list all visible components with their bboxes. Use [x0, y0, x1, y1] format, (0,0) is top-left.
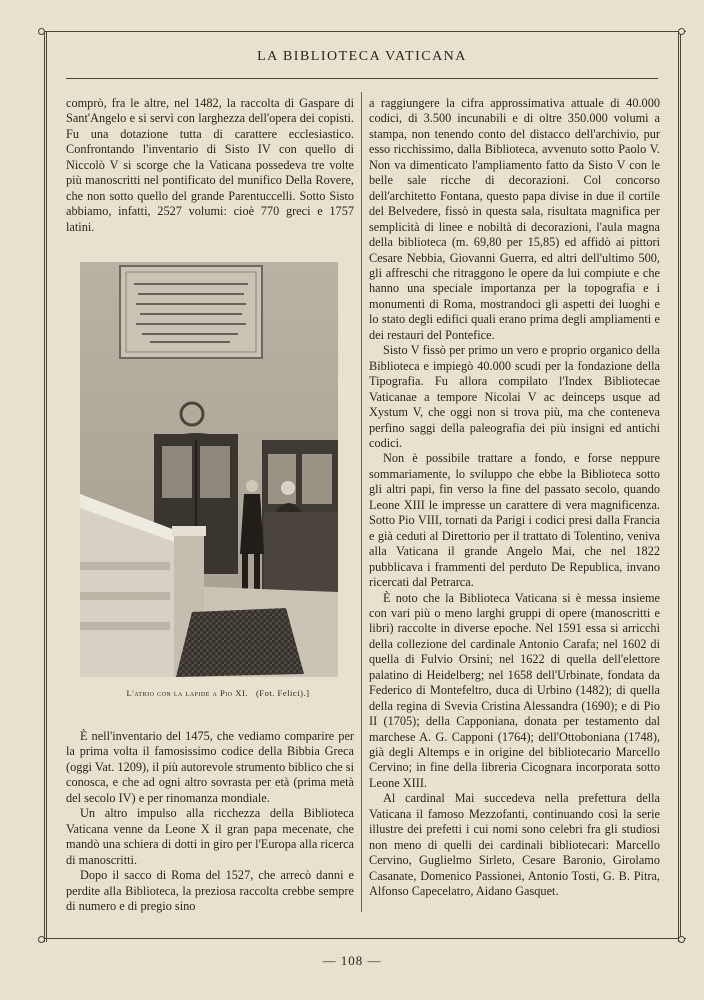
paragraph: Un altro impulso alla ricchezza della Biblioteca Vaticana venne da Leone X il gran papa mecenate, che mandò una schiera di dotti in giro per l'Europa alla ricerca di manoscritti. [66, 806, 354, 867]
paragraph: Non è possibile trattare a fondo, e forse neppure sommariamente, lo sviluppo che ebbe la Biblioteca sotto gli altri papi, fin verso la fine del passato secolo, quando Leone XIII le impresse un carattere di vera magnificenza. Sotto Pio VIII, tornati da Parigi i codici presi dalla Francia e già ceduti al Direttorio per il trattato di Tolentino, veniva alla Vaticana il grande Angelo Mai, che nel 1822 pubblicava i frammenti del perduto De Republica, invano ricercati dal Petrarca. [369, 451, 660, 590]
running-head: LA BIBLIOTECA VATICANA [257, 49, 467, 64]
frame-corner-ornament [38, 28, 45, 35]
frame-corner-ornament [678, 936, 685, 943]
header-rule [66, 78, 658, 79]
paragraph: Al cardinal Mai succedeva nella prefettura della Vaticana il famoso Mezzofanti, continuando così la serie illustre dei prefetti i cui nomi sono celebri fra gli studiosi non meno di quelli dei cardinali bibliotecari: Marcello Cervino, Guglielmo Sirleto, Cesare Baronio, Girolamo Casanate, Domenico Passionei, Antonio Tosti, G. B. Pitra, Alfonso Capecelatro, Aidano Gasquet. [369, 791, 660, 899]
paragraph: a raggiungere la cifra approssimativa attuale di 40.000 codici, di 3.500 incunabili e di oltre 350.000 volumi a stampa, non tenendo conto del distacco dell'archivio, pur esso ricchissimo, dalla Biblioteca, avvenuto sotto Paolo V. Non va dimenticato l'ampliamento fatto da Sisto V con le belle sale ricche di decorazioni. Col concorso dell'architetto Fontana, questo papa divise in due il cortile del Belvedere, fissò in questa sala, risultata magnifica per semplicità di linee e nobiltà di decorazioni, l'aula magna della biblioteca (m. 69,80 per 15,85) ed affidò ai pittori Cesare Nebbia, Giovanni Guerra, ed altri dell'ultimo 500, gli affreschi che ritraggono le opere da lui compiute e che hanno una speciale importanza per la topografia e i monumenti di Roma, mostrandoci gli aspetti dei luoghi e lo stato degli edifici quali erano prima degli ampliamenti e dei restauri del Pontefice. [369, 96, 660, 342]
photo-credit: (Fot. Felici).] [255, 688, 310, 698]
atrium-photo-illustration [80, 262, 338, 677]
frame-top-rule [40, 31, 686, 32]
left-column-bottom [66, 729, 354, 914]
paragraph: Sisto V fissò per primo un vero e proprio organico della Biblioteca e impiegò 40.000 scudi per la fondazione della Tipografia. Fu allora compilato l'Index Bibliotecae Vaticanae a tempore Nicolai V ac deinceps usque ad Xystum V, che oggi non si trova più, ma che conteneva perfino saggi della paleografia dei più insigni ed antichi codici. [369, 343, 660, 450]
paragraph: Dopo il sacco di Roma del 1527, che arrecò danni e perdite alla Biblioteca, la preziosa raccolta crebbe sempre di numero e di pregio sino [66, 868, 354, 913]
paragraph: È noto che la Biblioteca Vaticana si è messa insieme con vari più o meno larghi gruppi di opere (manoscritti e libri) raccolte in diverse epoche. Nel 1591 essa si arricchì della collezione del cardinale Antonio Carafa; nel 1602 di quella di Fulvio Orsini; nel 1622 di quella dell'elettore palatino di Heidelberg; nel 1658 dell'Urbinate, fondata da Federico di Montefeltro, duca di Urbino (1482); di quella della regina di Svevia Cristina Alessandra (1690); e di Pio II (1705); della Capponiana, donata per testamento dal marchese A. G. Capponi (1764); dell'Ottoboniana (1748), già degli Altemps e in origine del bibliotecario Marcello Cervino; in fine della libreria Cicognara incorporata sotto Leone XIII. [369, 590, 660, 790]
left-column-top [66, 96, 354, 235]
page-number-text: — 108 — [322, 953, 382, 968]
frame-corner-ornament [678, 28, 685, 35]
frame-right-rule [678, 32, 681, 942]
paragraph: comprò, fra le altre, nel 1482, la raccolta di Gaspare di Sant'Angelo e si servì con larghezza dell'opera dei copisti. Fu una dotazione tutta di carattere ecclesiastico. Confrontando l'inventario di Sisto IV con quello di Niccolò V si scorge che la Vaticana possedeva tre volte più manoscritti nel pontificato del munifico Della Rovere, che non sotto quello del grande Parentuccelli. Sotto Sisto abbiamo, infatti, 2527 volumi: cioè 770 greci e 1757 latini. [66, 96, 354, 234]
frame-left-rule [44, 32, 47, 942]
paragraph: È nell'inventario del 1475, che vediamo comparire per la prima volta il famosissimo codice della Bibbia Greca (oggi Vat. 1209), il più autorevole strumento biblico che si conosca, e che ad ogni altro sovrasta per età (prima metà del secolo IV) e per rinomanza mondiale. [66, 729, 354, 805]
figure-caption [76, 688, 360, 698]
frame-bottom-rule [40, 938, 686, 939]
page-number [0, 953, 704, 969]
atrium-photograph [80, 262, 338, 677]
frame-corner-ornament [38, 936, 45, 943]
caption-text: L'atrio con la lapide a Pio XI. [126, 688, 248, 698]
right-column [369, 96, 660, 900]
column-divider [361, 92, 362, 912]
